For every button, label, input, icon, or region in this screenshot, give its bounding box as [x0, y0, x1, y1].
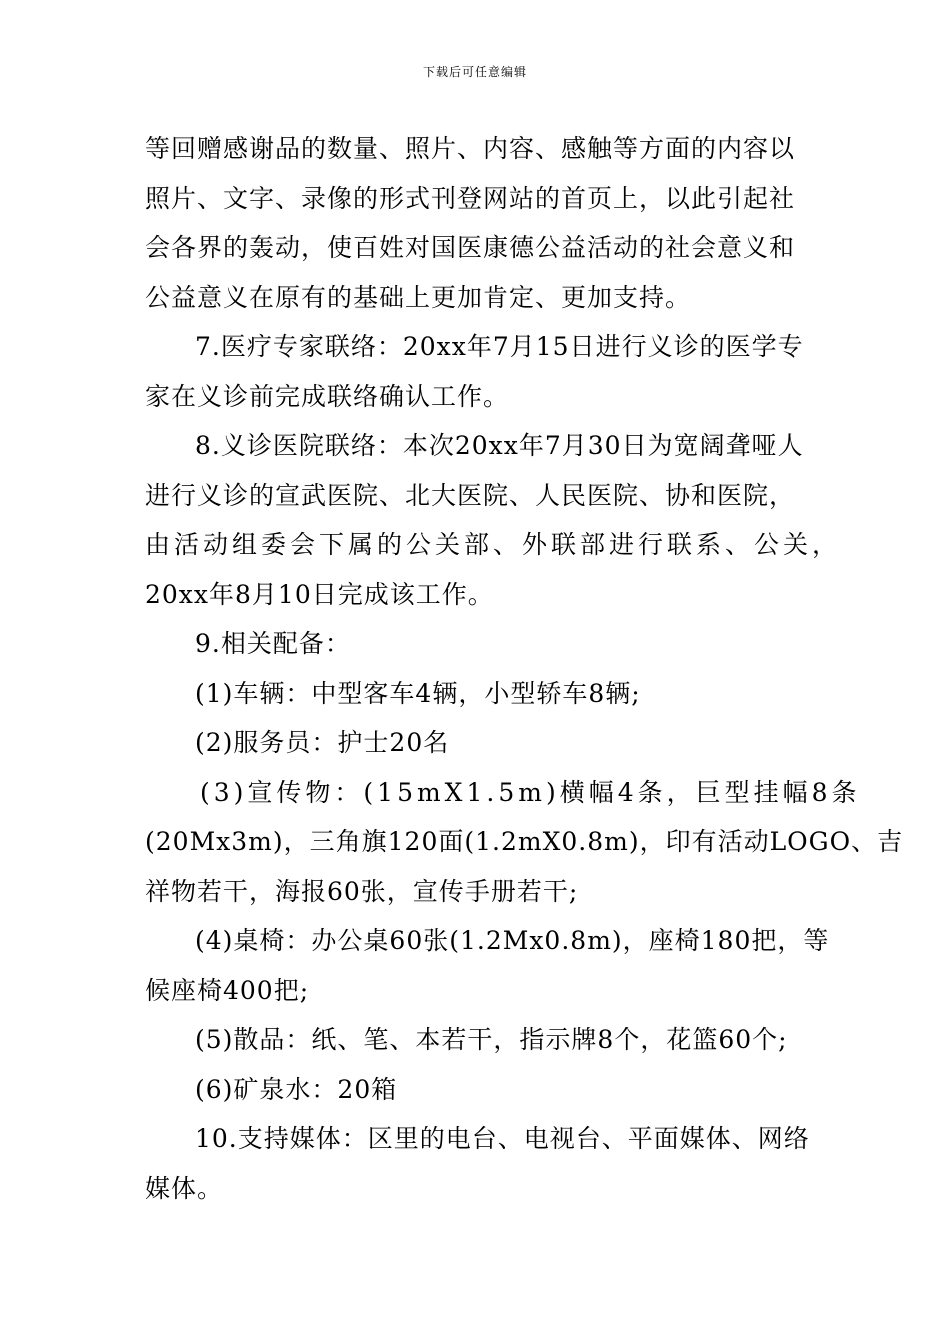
section-7-line: 家在义诊前完成联络确认工作。: [145, 381, 510, 411]
equipment-item: 祥物若干，海报60张，宣传手册若干;: [145, 876, 579, 906]
paragraph-line: 公益意义在原有的基础上更加肯定、更加支持。: [145, 282, 692, 312]
page-header: 下载后可任意编辑: [422, 65, 527, 79]
section-10-line: 10.支持媒体：区里的电台、电视台、平面媒体、网络: [195, 1124, 810, 1153]
equipment-item: (5)散品：纸、笔、本若干，指示牌8个，花篮60个;: [195, 1025, 788, 1054]
equipment-item: (3)宣传物：(15mX1.5m)横幅4条，巨型挂幅8条: [200, 777, 861, 807]
equipment-item: (6)矿泉水：20箱: [195, 1074, 398, 1104]
section-8-line: 8.义诊医院联络：本次20xx年7月30日为宽阔聋哑人: [195, 431, 804, 460]
section-7-line: 7.医疗专家联络：20xx年7月15日进行义诊的医学专: [195, 332, 804, 361]
document-body: [145, 124, 904, 1213]
equipment-item: (20Mx3m)，三角旗120面(1.2mX0.8m)，印有活动LOGO、吉: [145, 827, 904, 856]
section-8-line: 进行义诊的宣武医院、北大医院、人民医院、协和医院，: [145, 480, 796, 510]
equipment-item: (1)车辆：中型客车4辆，小型轿车8辆;: [195, 678, 641, 708]
section-10-line: 媒体。: [145, 1173, 224, 1203]
equipment-item: (2)服务员：护士20名: [195, 728, 450, 757]
section-8-line: 由活动组委会下属的公关部、外联部进行联系、公关，: [145, 530, 842, 559]
paragraph-line: 等回赠感谢品的数量、照片、内容、感触等方面的内容以: [145, 134, 796, 163]
paragraph-line: 照片、文字、录像的形式刊登网站的首页上，以此引起社: [145, 183, 796, 213]
section-8-line: 20xx年8月10日完成该工作。: [145, 579, 494, 609]
section-9-heading: 9.相关配备：: [195, 629, 351, 658]
equipment-item: 候座椅400把;: [145, 975, 310, 1005]
paragraph-line: 会各界的轰动，使百姓对国医康德公益活动的社会意义和: [145, 233, 796, 262]
equipment-item: (4)桌椅：办公桌60张(1.2Mx0.8m)，座椅180把，等: [195, 926, 830, 955]
